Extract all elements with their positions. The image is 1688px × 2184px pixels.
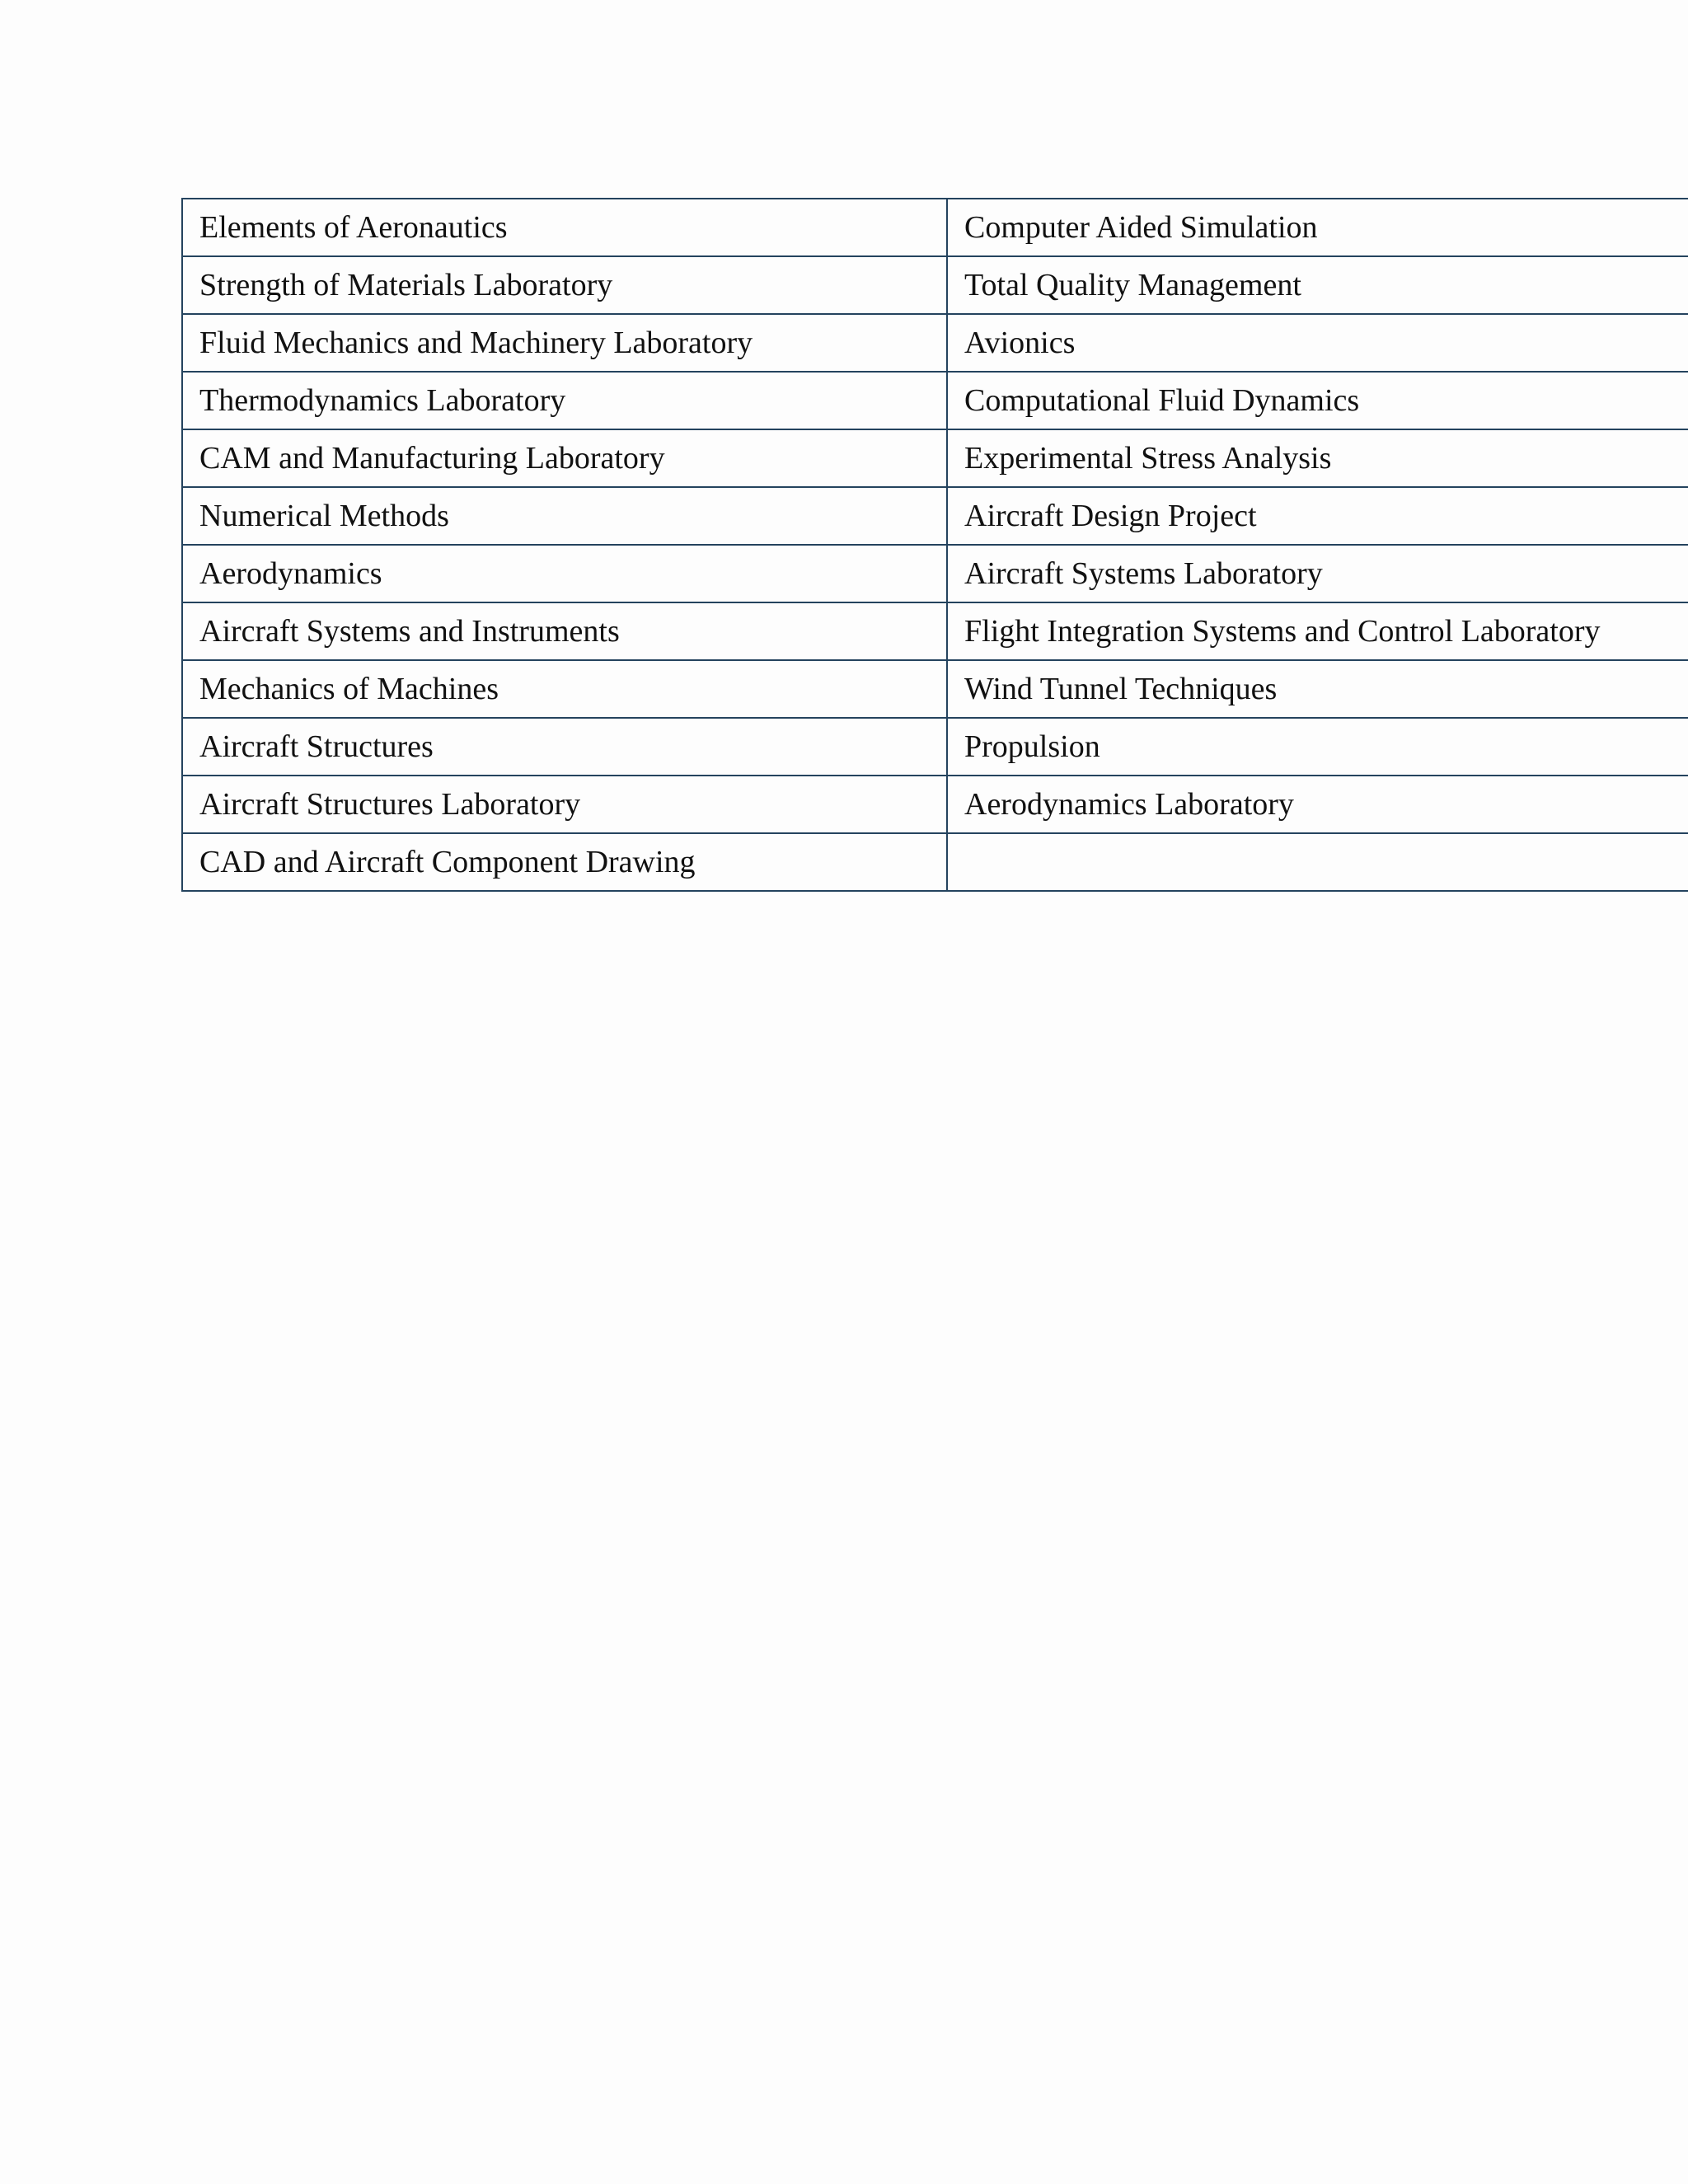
table-cell: Elements of Aeronautics — [182, 199, 947, 256]
table-cell: Total Quality Management — [947, 256, 1688, 314]
table-cell: Flight Integration Systems and Control Laboratory — [947, 602, 1688, 660]
table-row — [182, 776, 1688, 833]
table-row — [182, 314, 1688, 372]
table-cell: Strength of Materials Laboratory — [182, 256, 947, 314]
table-cell: Avionics — [947, 314, 1688, 372]
table-cell: Aircraft Systems and Instruments — [182, 602, 947, 660]
table-cell: Mechanics of Machines — [182, 660, 947, 718]
table-row — [182, 545, 1688, 602]
table-cell: Aircraft Structures — [182, 718, 947, 776]
table-cell: Experimental Stress Analysis — [947, 429, 1688, 487]
table-cell: Propulsion — [947, 718, 1688, 776]
table-cell: Aerodynamics — [182, 545, 947, 602]
table-row — [182, 256, 1688, 314]
table-cell: Aircraft Structures Laboratory — [182, 776, 947, 833]
table-cell: Thermodynamics Laboratory — [182, 372, 947, 429]
table-row — [182, 602, 1688, 660]
table-cell: Aircraft Design Project — [947, 487, 1688, 545]
table-row — [182, 660, 1688, 718]
table-row — [182, 429, 1688, 487]
subjects-table — [181, 198, 1688, 892]
table-row — [182, 718, 1688, 776]
table-cell: Fluid Mechanics and Machinery Laboratory — [182, 314, 947, 372]
table-cell: CAM and Manufacturing Laboratory — [182, 429, 947, 487]
table-row — [182, 487, 1688, 545]
table-cell: CAD and Aircraft Component Drawing — [182, 833, 947, 891]
table-cell: Computational Fluid Dynamics — [947, 372, 1688, 429]
table-cell: Aircraft Systems Laboratory — [947, 545, 1688, 602]
table-cell: Wind Tunnel Techniques — [947, 660, 1688, 718]
table-cell: Aerodynamics Laboratory — [947, 776, 1688, 833]
table-row — [182, 372, 1688, 429]
table-row — [182, 199, 1688, 256]
table-cell: Computer Aided Simulation — [947, 199, 1688, 256]
table-cell: Numerical Methods — [182, 487, 947, 545]
table-row — [182, 833, 1688, 891]
empty-table-cell — [947, 833, 1688, 891]
